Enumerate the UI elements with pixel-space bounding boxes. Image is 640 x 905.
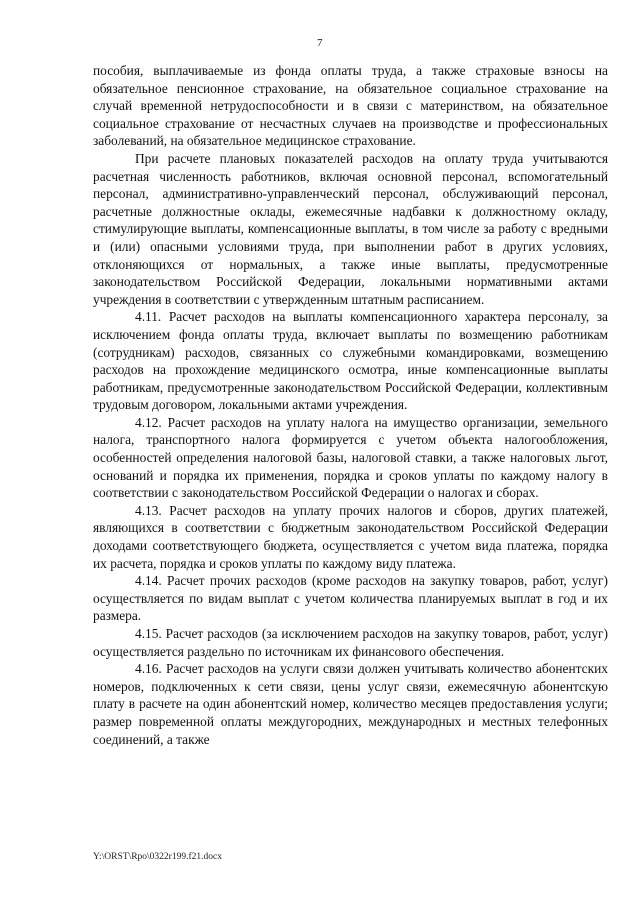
- paragraph: При расчете плановых показателей расходов на оплату труда учитываются расчетная численность работников, включая основной персонал, вспомогательный персонал, административно-управленческий персонал, обслуживающий персонал, расчетные должностные оклады, ежемесячные надбавки к должностному окладу, стимулирующие выплаты, компенсационные выплаты, в том числе за работу с вредными и (или) опасными условиями труда, при выполнении работ в других условиях, отклоняющихся от нормальных, а также иные выплаты, предусмотренные законодательством Российской Федерации, локальными нормативными актами учреждения в соответствии с утвержденным штатным расписанием.: [93, 150, 608, 307]
- page-number: 7: [317, 37, 323, 49]
- paragraph: пособия, выплачиваемые из фонда оплаты труда, а также страховые взносы на обязательное пенсионное страхование, на обязательное социальное страхование на случай временной нетрудоспособности и в связи с материнством, на обязательное социальное страхование от несчастных случаев на производстве и профессиональных заболеваний, на обязательное медицинское страхование.: [93, 63, 608, 149]
- paragraph: 4.14. Расчет прочих расходов (кроме расходов на закупку товаров, работ, услуг) осуществляется по видам выплат с учетом количества планируемых выплат в год и их размера.: [93, 573, 608, 624]
- file-path-footer: Y:\ORST\Rpo\0322r199.f21.docx: [93, 852, 222, 862]
- paragraph: 4.13. Расчет расходов на уплату прочих налогов и сборов, других платежей, являющихся в соответствии с бюджетным законодательством Российской Федерации доходами соответствующего бюджета, осуществляется с учетом вида платежа, порядка их расчета, порядка и сроков уплаты по каждому виду платежа.: [93, 502, 608, 571]
- paragraph: 4.11. Расчет расходов на выплаты компенсационного характера персоналу, за исключением фонда оплаты труда, включает выплаты по возмещению работникам (сотрудникам) расходов, связанных со служебными командировками, возмещению расходов на прохождение медицинского осмотра, иные компенсационные выплаты работникам, предусмотренные законодательством Российской Федерации, коллективным трудовым договором, локальными актами учреждения.: [93, 309, 608, 413]
- paragraph: 4.15. Расчет расходов (за исключением расходов на закупку товаров, работ, услуг) осуществляется раздельно по источникам их финансового обеспечения.: [93, 626, 608, 659]
- document-body: [93, 62, 608, 748]
- paragraph: 4.16. Расчет расходов на услуги связи должен учитывать количество абонентских номеров, подключенных к сети связи, цены услуг связи, ежемесячную абонентскую плату в расчете на один абонентский номер, количество месяцев предоставления услуги; размер повременной оплаты междугородних, международных и местных телефонных соединений, а также: [93, 661, 608, 747]
- paragraph: 4.12. Расчет расходов на уплату налога на имущество организации, земельного налога, транспортного налога формируется с учетом объекта налогообложения, особенностей определения налоговой базы, налоговой ставки, а также налоговых льгот, оснований и порядка их применения, порядка и сроков уплаты по каждому налогу в соответствии с законодательством Российской Федерации о налогах и сборах.: [93, 414, 608, 501]
